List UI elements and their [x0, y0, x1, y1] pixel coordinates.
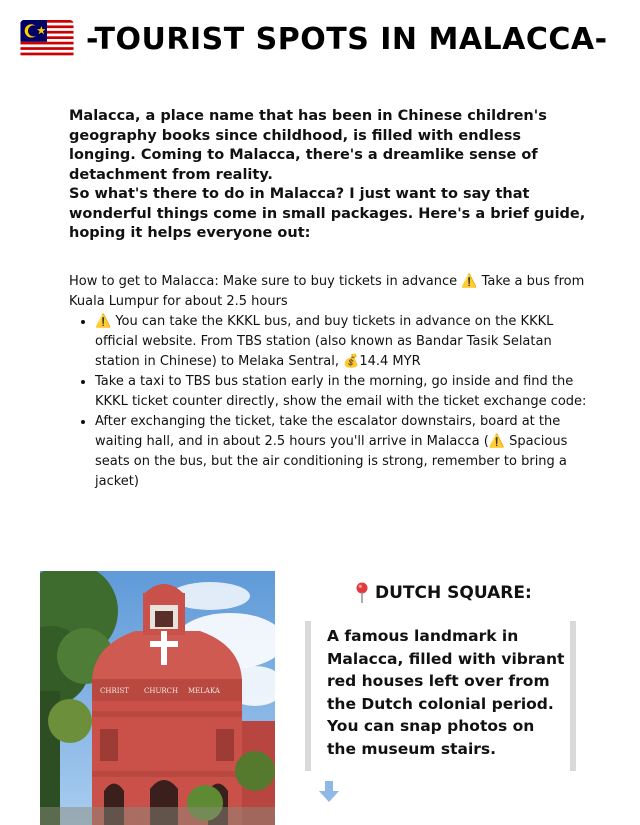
- description-box: [305, 621, 576, 771]
- divider: [570, 621, 576, 771]
- building-sign-text: MELAKA: [188, 687, 220, 695]
- guide-lead: How to get to Malacca: Make sure to buy tickets in advance ⚠️ Take a bus from Kuala Lumpur for about 2.5 hours: [69, 274, 585, 309]
- page-header: [20, 18, 630, 64]
- travel-guide: [69, 272, 589, 492]
- building-sign-text: CHRIST: [100, 687, 129, 695]
- building-sign-text: CHURCH: [144, 687, 179, 695]
- page-title: -TOURIST SPOTS IN MALACCA-: [86, 22, 608, 57]
- section-title-text: DUTCH SQUARE:: [375, 583, 532, 603]
- section-title: [355, 580, 532, 606]
- intro-paragraph: So what's there to do in Malacca? I just want to say that wonderful things come in small packages. Here's a brief guide, hoping it helps everyone out:: [69, 186, 586, 241]
- arrow-down-icon: [318, 781, 340, 803]
- guide-list: [69, 312, 589, 492]
- section-description: A famous landmark in Malacca, filled with vibrant red houses left over from the Dutch colonial period. You can snap photos on the museum stairs.: [327, 627, 565, 758]
- divider: [305, 621, 311, 771]
- list-item: • ⚠️ You can take the KKKL bus, and buy tickets in advance on the KKKL official website. From TBS station (also known as Bandar Tasik Selatan station in Chinese) to Melaka Sentral, 💰14.4 MYR: [95, 312, 589, 372]
- christ-church-photo: [40, 571, 275, 825]
- list-item: • Take a taxi to TBS bus station early in the morning, go inside and find the KKKL ticket counter directly, show the email with the ticket exchange code:: [95, 372, 589, 412]
- map-pin-icon: [355, 582, 369, 604]
- malaysia-flag-icon: [20, 20, 74, 58]
- intro-paragraph: Malacca, a place name that has been in Chinese children's geography books since childhood, is filled with endless longing. Coming to Malacca, there's a dreamlike sense of detachment from reality.: [69, 108, 547, 183]
- intro-text: [69, 107, 589, 244]
- list-item: • After exchanging the ticket, take the escalator downstairs, board at the waiting hall, and in about 2.5 hours you'll arrive in Malacca (⚠️ Spacious seats on the bus, but the air conditioning is strong, remember to bring a jacket): [95, 412, 589, 492]
